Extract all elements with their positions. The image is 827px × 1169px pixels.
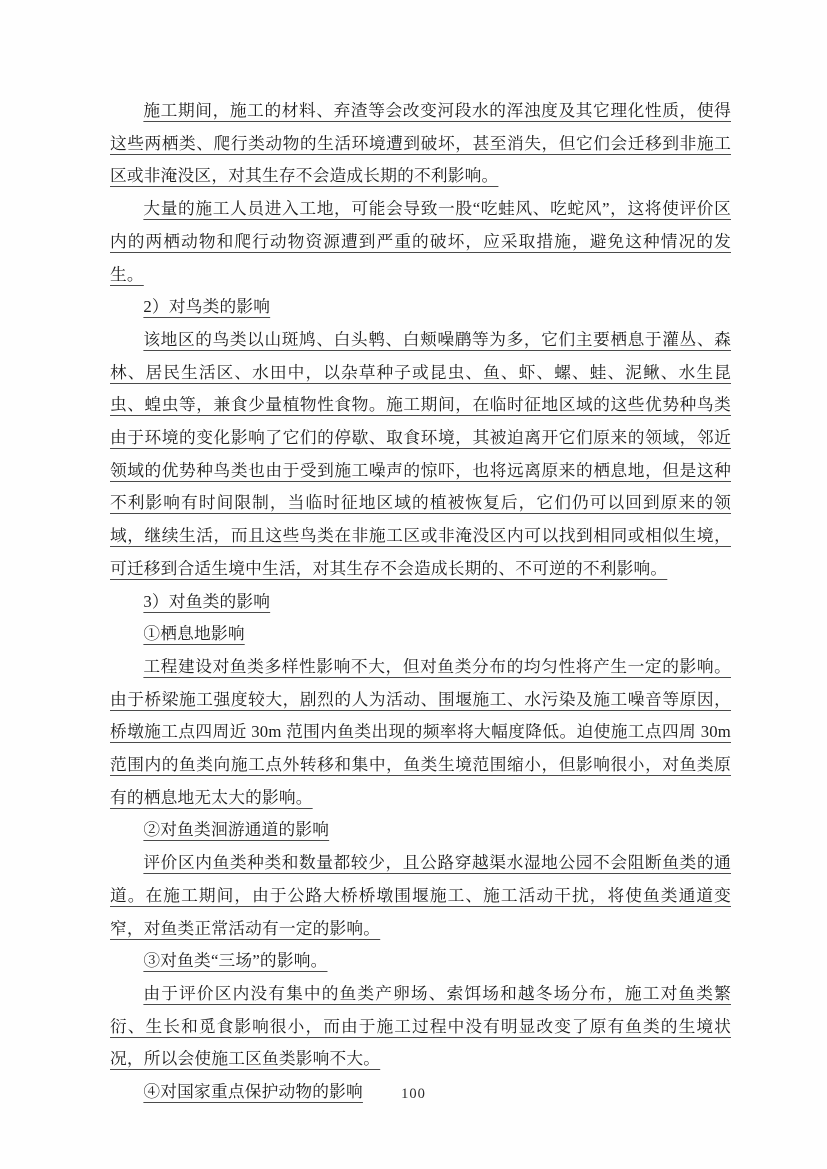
- heading-protected-animals: ④对国家重点保护动物的影响: [143, 1082, 363, 1102]
- para-three-grounds: 由于评价区内没有集中的鱼类产卵场、索饵场和越冬场分布，施工对鱼类繁衍、生长和觅食影响很小，而由于施工过程中没有明显改变了原有鱼类的生境状况，所以会使施工区鱼类影响不大。: [110, 983, 731, 1069]
- heading-three-grounds: ③对鱼类“三场”的影响。: [143, 951, 328, 971]
- para-construction-materials: 施工期间，施工的材料、弃渣等会改变河段水的浑浊度及其它理化性质，使得这些两栖类、爬行类动物的生活环境遭到破坏，甚至消失，但它们会迁移到非施工区或非淹没区，对其生存不会造成长期的不利影响。: [110, 101, 731, 186]
- page-content: [110, 95, 731, 1109]
- para-workers-influx: 大量的施工人员进入工地，可能会导致一股“吃蛙风、吃蛇风”，这将使评价区内的两栖动物和爬行动物资源遭到严重的破坏，应采取措施，避免这种情况的发生。: [110, 199, 731, 284]
- para-habitat-impact: 工程建设对鱼类多样性影响不大，但对鱼类分布的均匀性将产生一定的影响。由于桥梁施工强度较大，剧烈的人为活动、围堰施工、水污染及施工噪音等原因，桥墩施工点四周近 30m 范围内鱼类出现的频率将大幅度降低。迫使施工点四周 30m 范围内的鱼类向施工点外转移和集中，鱼类生境范围缩小，但影响很小，对鱼类原有的栖息地无太大的影响。: [110, 656, 731, 807]
- page-number: 100: [401, 1086, 426, 1102]
- heading-bird-impact: 2）对鸟类的影响: [143, 297, 271, 317]
- heading-fish-impact: 3）对鱼类的影响: [143, 591, 271, 611]
- para-migration-channel: 评价区内鱼类种类和数量都较少，且公路穿越渠水湿地公园不会阻断鱼类的通道。在施工期间，由于公路大桥桥墩围堰施工、施工活动干扰，将使鱼类通道变窄，对鱼类正常活动有一定的影响。: [110, 853, 731, 938]
- para-bird-impact: 该地区的鸟类以山斑鸠、白头鹎、白颊噪鹛等为多，它们主要栖息于灌丛、森林、居民生活区、水田中，以杂草种子或昆虫、鱼、虾、螺、蛙、泥鳅、水生昆虫、蝗虫等，兼食少量植物性食物。施工期间，在临时征地区域的这些优势种鸟类由于环境的变化影响了它们的停歇、取食环境，其被迫离开它们原来的领域，邻近领域的优势种鸟类也由于受到施工噪声的惊吓，也将远离原来的栖息地，但是这种不利影响有时间限制，当临时征地区域的植被恢复后，它们仍可以回到原来的领域，继续生活，而且这些鸟类在非施工区或非淹没区内可以找到相同或相似生境，可迁移到合适生境中生活，对其生存不会造成长期的、不可逆的不利影响。: [110, 329, 731, 578]
- heading-habitat-impact: ①栖息地影响: [143, 624, 245, 644]
- heading-migration-channel: ②对鱼类洄游通道的影响: [143, 820, 330, 840]
